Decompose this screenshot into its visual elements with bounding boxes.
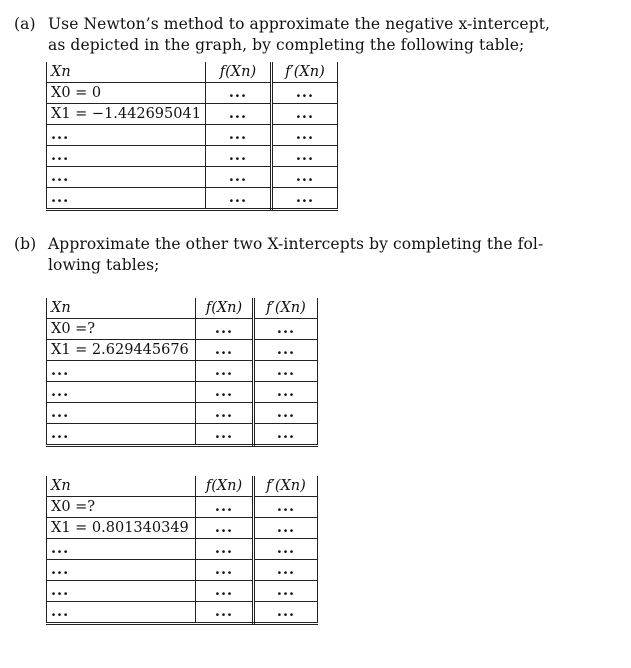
cell-x: ... xyxy=(47,539,196,560)
cell-f: ... xyxy=(205,167,271,188)
cell-fprime: ... xyxy=(254,497,318,518)
cell-fprime: ... xyxy=(254,602,318,624)
table-row xyxy=(47,424,318,446)
cell-f: ... xyxy=(196,403,254,424)
cell-x: ... xyxy=(47,125,206,146)
cell-f: ... xyxy=(205,83,271,104)
header-fprime-xn: f′(Xn) xyxy=(271,62,337,83)
table-row xyxy=(47,602,318,624)
header-fxn: f(Xn) xyxy=(196,476,254,497)
cell-x: ... xyxy=(47,560,196,581)
table-row xyxy=(47,518,318,539)
header-xn: Xn xyxy=(47,476,196,497)
cell-x: ... xyxy=(47,424,196,446)
cell-x: ... xyxy=(47,167,206,188)
header-xn: Xn xyxy=(47,62,206,83)
cell-f: ... xyxy=(196,560,254,581)
table-header-row xyxy=(47,62,338,83)
table-row xyxy=(47,340,318,361)
table-row xyxy=(47,83,338,104)
cell-fprime: ... xyxy=(271,188,337,210)
cell-fprime: ... xyxy=(271,125,337,146)
table-header-row xyxy=(47,476,318,497)
cell-fprime: ... xyxy=(254,361,318,382)
question-a xyxy=(14,14,550,56)
cell-f: ... xyxy=(196,518,254,539)
cell-f: ... xyxy=(196,424,254,446)
cell-x: ... xyxy=(47,602,196,624)
cell-fprime: ... xyxy=(254,518,318,539)
cell-fprime: ... xyxy=(271,146,337,167)
table-row xyxy=(47,319,318,340)
table-header-row xyxy=(47,298,318,319)
header-fxn: f(Xn) xyxy=(205,62,271,83)
table-row xyxy=(47,581,318,602)
cell-x: X1 = −1.442695041 xyxy=(47,104,206,125)
cell-x: ... xyxy=(47,581,196,602)
cell-fprime: ... xyxy=(254,340,318,361)
cell-fprime: ... xyxy=(271,104,337,125)
cell-x: ... xyxy=(47,361,196,382)
cell-x: X1 = 0.801340349 xyxy=(47,518,196,539)
table-row xyxy=(47,403,318,424)
table-b2 xyxy=(46,476,318,625)
cell-x: X1 = 2.629445676 xyxy=(47,340,196,361)
table-row xyxy=(47,146,338,167)
cell-x: X0 = 0 xyxy=(47,83,206,104)
cell-f: ... xyxy=(205,188,271,210)
table-row xyxy=(47,560,318,581)
question-b-label: (b) xyxy=(14,235,37,253)
cell-f: ... xyxy=(205,104,271,125)
question-b-line2: lowing tables; xyxy=(48,256,160,274)
cell-f: ... xyxy=(196,361,254,382)
header-fxn: f(Xn) xyxy=(196,298,254,319)
cell-f: ... xyxy=(196,497,254,518)
cell-f: ... xyxy=(196,340,254,361)
cell-x: ... xyxy=(47,146,206,167)
cell-f: ... xyxy=(196,382,254,403)
cell-f: ... xyxy=(205,146,271,167)
table-row xyxy=(47,497,318,518)
cell-x: ... xyxy=(47,403,196,424)
cell-x: X0 =? xyxy=(47,319,196,340)
table-row xyxy=(47,539,318,560)
question-a-line2: as depicted in the graph, by completing the following table; xyxy=(48,36,525,54)
table-row xyxy=(47,361,318,382)
cell-fprime: ... xyxy=(254,382,318,403)
cell-f: ... xyxy=(196,539,254,560)
cell-fprime: ... xyxy=(254,539,318,560)
cell-f: ... xyxy=(196,602,254,624)
question-a-line1: Use Newton’s method to approximate the negative x-intercept, xyxy=(48,15,551,33)
table-a xyxy=(46,62,338,211)
table-row xyxy=(47,125,338,146)
header-xn: Xn xyxy=(47,298,196,319)
question-b xyxy=(14,234,543,276)
cell-x: ... xyxy=(47,382,196,403)
table-row xyxy=(47,382,318,403)
cell-fprime: ... xyxy=(254,403,318,424)
cell-f: ... xyxy=(205,125,271,146)
cell-fprime: ... xyxy=(254,319,318,340)
cell-fprime: ... xyxy=(271,83,337,104)
cell-fprime: ... xyxy=(271,167,337,188)
table-row xyxy=(47,188,338,210)
question-b-line1: Approximate the other two X-intercepts by completing the fol- xyxy=(48,235,544,253)
cell-x: X0 =? xyxy=(47,497,196,518)
question-a-label: (a) xyxy=(14,15,36,33)
cell-fprime: ... xyxy=(254,581,318,602)
cell-fprime: ... xyxy=(254,560,318,581)
cell-fprime: ... xyxy=(254,424,318,446)
cell-f: ... xyxy=(196,581,254,602)
header-fprime-xn: f′(Xn) xyxy=(254,298,318,319)
cell-x: ... xyxy=(47,188,206,210)
cell-f: ... xyxy=(196,319,254,340)
table-row xyxy=(47,167,338,188)
table-row xyxy=(47,104,338,125)
table-b1 xyxy=(46,298,318,447)
header-fprime-xn: f′(Xn) xyxy=(254,476,318,497)
